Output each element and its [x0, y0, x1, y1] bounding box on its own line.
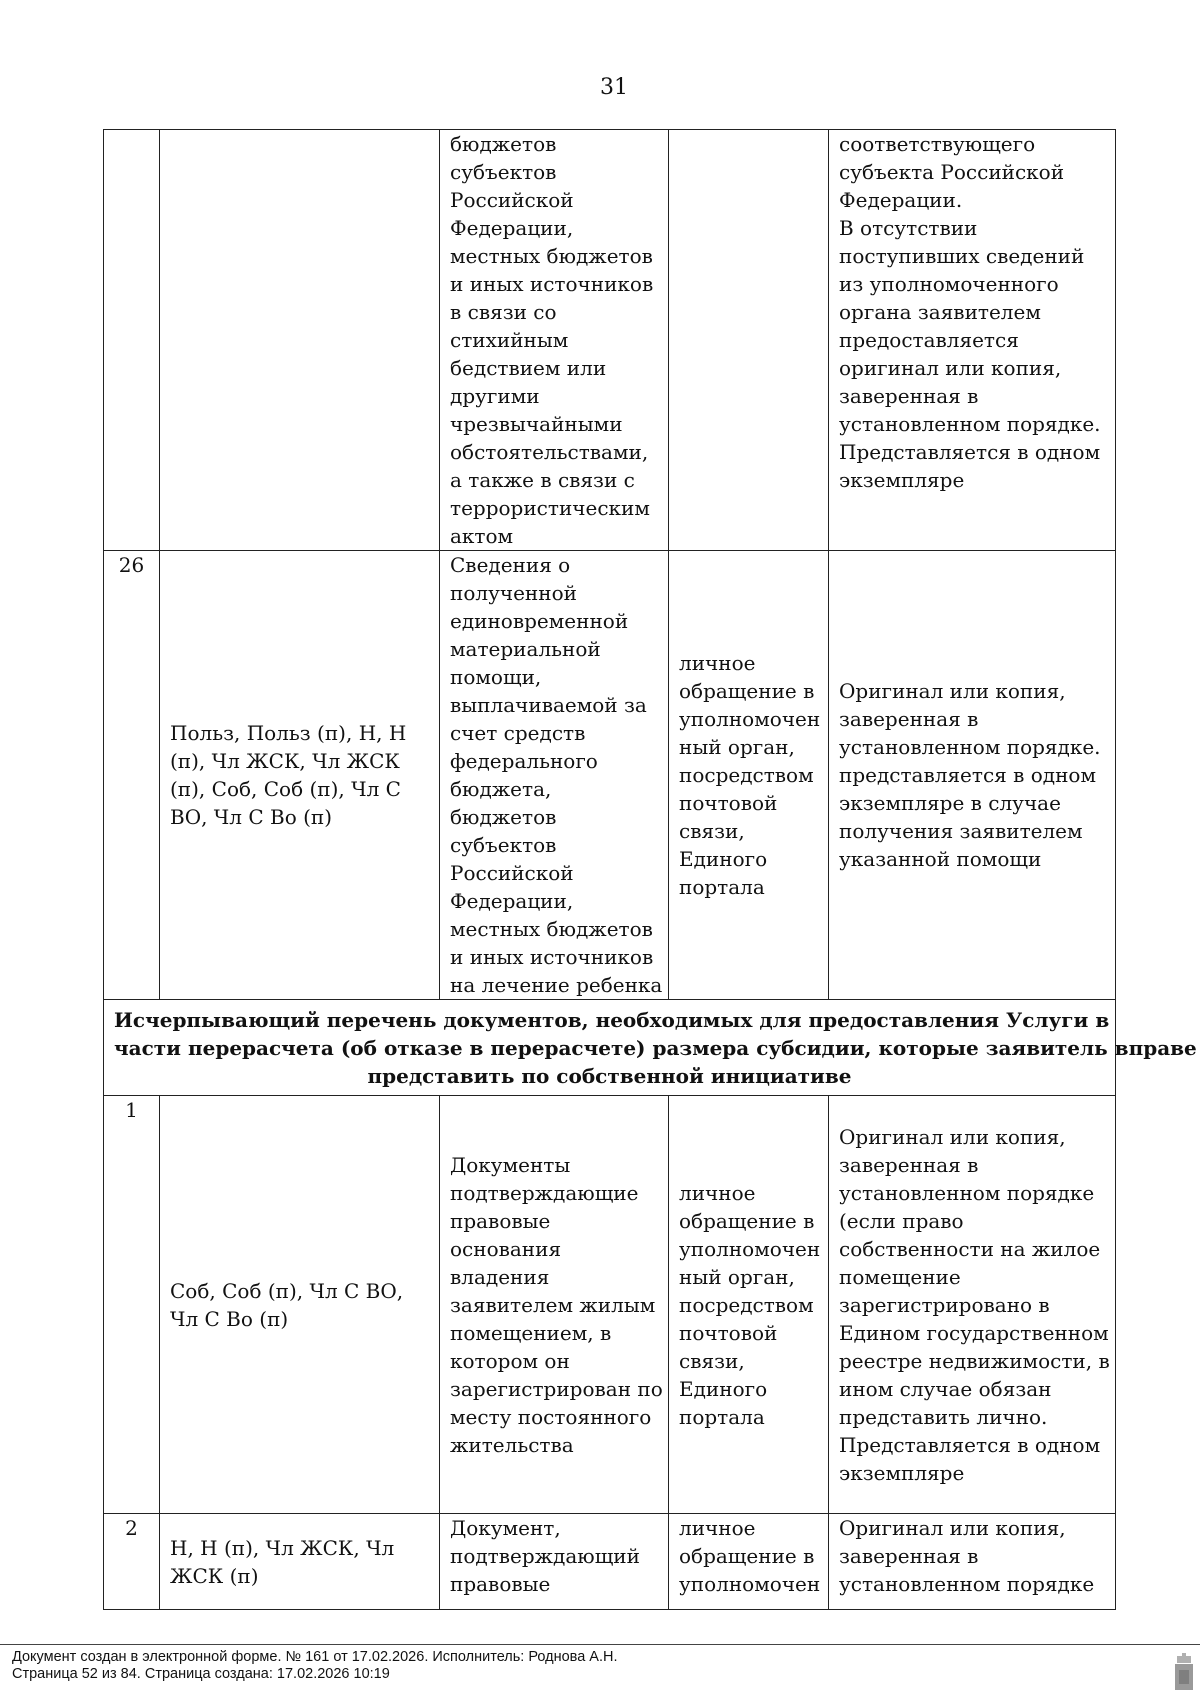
table-row: [104, 551, 1116, 1000]
table-row: [104, 1096, 1116, 1514]
form-cell: Оригинал или копия, заверенная в установленном порядке. представляется в одном экземпляре в случае получения заявителем указанной помощи: [829, 551, 1116, 1000]
method-cell: личное обращение в уполномочен ный орган, посредством почтовой связи, Единого портала: [669, 551, 829, 1000]
table-row: [104, 130, 1116, 551]
document-cell: Документ, подтверждающий правовые: [440, 1514, 669, 1610]
applicants-cell: Н, Н (п), Чл ЖСК, Чл ЖСК (п): [160, 1514, 440, 1610]
form-cell: Оригинал или копия, заверенная в установленном порядке: [829, 1514, 1116, 1610]
form-cell: соответствующего субъекта Российской Федерации. В отсутствии поступивших сведений из уполномоченного органа заявителем предоставляется оригинал или копия, заверенная в установленном порядке. Представляется в одном экземпляре: [829, 130, 1116, 551]
section-heading: Исчерпывающий перечень документов, необходимых для предоставления Услуги в части перерасчета (об отказе в перерасчете) размера субсидии, которые заявитель вправе представить по собственной инициативе: [104, 1000, 1116, 1096]
form-cell: Оригинал или копия, заверенная в установленном порядке (если право собственности на жилое помещение зарегистрировано в Едином государственном реестре недвижимости, в ином случае обязан представить лично. Представляется в одном экземпляре: [829, 1096, 1116, 1514]
applicants-cell: [160, 130, 440, 551]
section-heading-row: [104, 1000, 1116, 1096]
row-number-cell: [104, 130, 160, 551]
row-number-cell: 2: [104, 1514, 160, 1610]
method-cell: личное обращение в уполномочен: [669, 1514, 829, 1610]
row-number-cell: 1: [104, 1096, 160, 1514]
footer-divider: [0, 1644, 1200, 1645]
footer-line-page: Страница 52 из 84. Страница создана: 17.02.2026 10:19: [12, 1666, 390, 1682]
method-cell: [669, 130, 829, 551]
row-number-cell: 26: [104, 551, 160, 1000]
method-cell: личное обращение в уполномочен ный орган, посредством почтовой связи, Единого портала: [669, 1096, 829, 1514]
applicants-cell: Соб, Соб (п), Чл С ВО, Чл С Во (п): [160, 1096, 440, 1514]
footer-line-document: Документ создан в электронной форме. № 161 от 17.02.2026. Исполнитель: Роднова А.Н.: [12, 1649, 618, 1665]
document-cell: Документы подтверждающие правовые основания владения заявителем жилым помещением, в котором он зарегистрирован по месту постоянного жительства: [440, 1096, 669, 1514]
emblem-icon: [1172, 1652, 1196, 1692]
applicants-cell: Польз, Польз (п), Н, Н (п), Чл ЖСК, Чл ЖСК (п), Соб, Соб (п), Чл С ВО, Чл С Во (п): [160, 551, 440, 1000]
page-number: 31: [600, 75, 628, 100]
footer: [12, 1649, 618, 1683]
documents-table: [103, 129, 1197, 1610]
table-row: [104, 1514, 1116, 1610]
document-cell: бюджетов субъектов Российской Федерации, местных бюджетов и иных источников в связи со стихийным бедствием или другими чрезвычайными обстоятельствами, а также в связи с террористическим актом: [440, 130, 669, 551]
document-cell: Сведения о полученной единовременной материальной помощи, выплачиваемой за счет средств федерального бюджета, бюджетов субъектов Российской Федерации, местных бюджетов и иных источников на лечение ребенка: [440, 551, 669, 1000]
